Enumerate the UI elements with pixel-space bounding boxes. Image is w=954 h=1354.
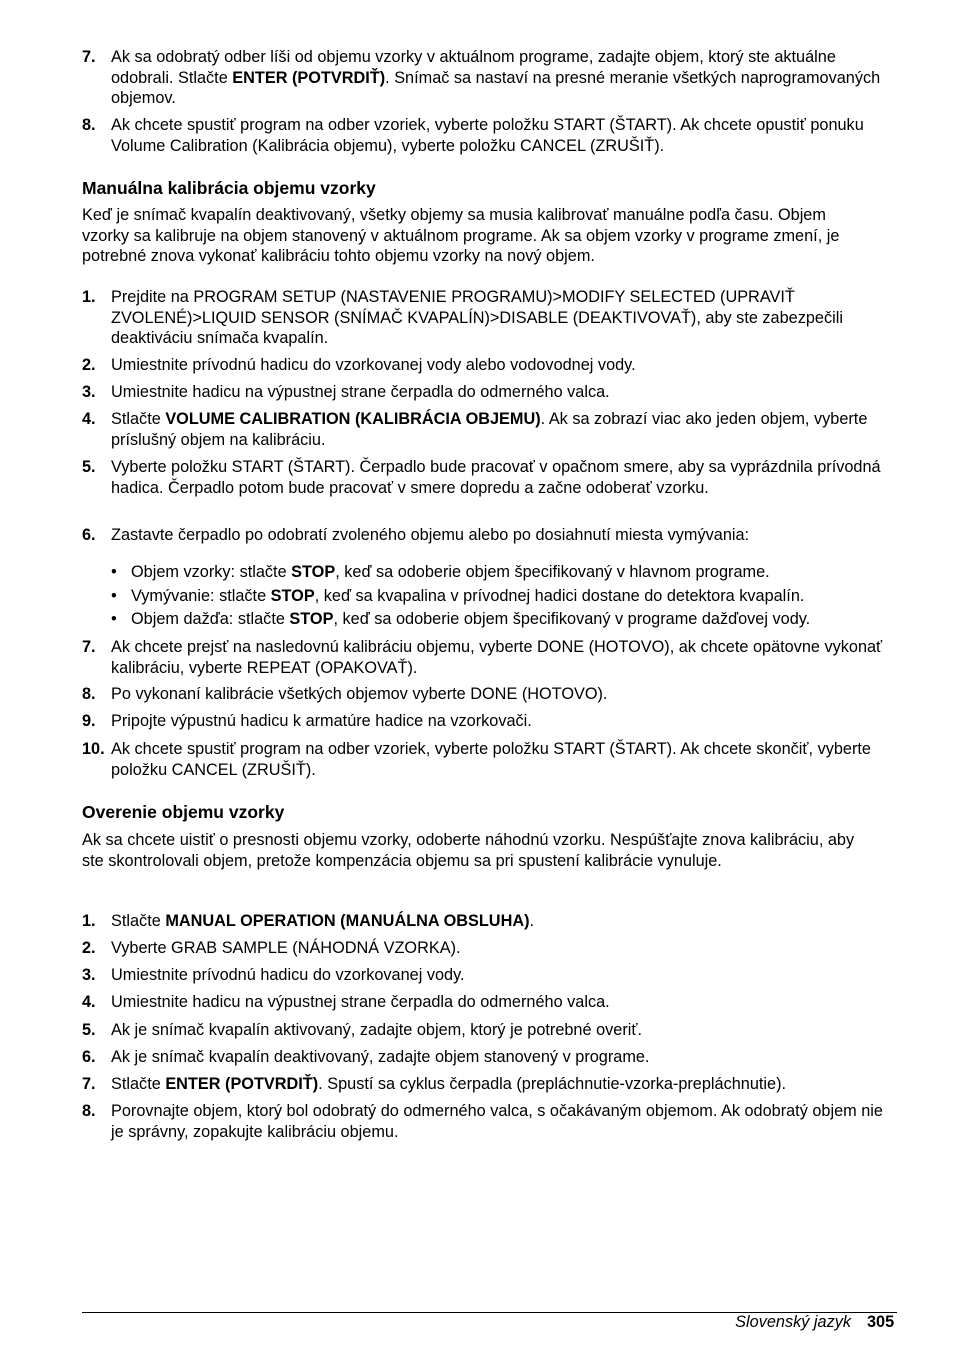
step-text: Umiestnite prívodnú hadicu do vzorkovanej vody alebo vodovodnej vody. (111, 356, 636, 374)
step-text: Ak je snímač kvapalín aktivovaný, zadajte objem, ktorý je potrebné overiť. (111, 1021, 642, 1039)
section-intro-manual: Keď je snímač kvapalín deaktivovaný, všetky objemy sa musia kalibrovať manuálne podľa času. Objem vzorky sa kalibruje na objem stanovený v aktuálnom programe. Ak sa objem vzorky v programe zmení, je potrebné znova vykonať kalibráciu tohto objemu vzorky na nový objem. (82, 206, 840, 265)
step-item (82, 911, 897, 932)
bullet-text: Objem vzorky: stlačte STOP, keď sa odoberie objem špecifikovaný v hlavnom programe. (131, 563, 770, 581)
step-text: Pripojte výpustnú hadicu k armatúre hadice na vzorkovači. (111, 712, 532, 730)
step-item (82, 355, 897, 376)
step-text: Porovnajte objem, ktorý bol odobratý do odmerného valca, s očakávaným objemom. Ak odobratý objem nie je správny, zopakujte kalibráciu objemu. (111, 1102, 883, 1141)
bullet-item (111, 586, 901, 607)
section-heading-manual: Manuálna kalibrácia objemu vzorky (82, 178, 376, 198)
step-item (82, 711, 897, 732)
step-text: Ak sa odobratý odber líši od objemu vzorky v aktuálnom programe, zadajte objem, ktorý ste aktuálne odobrali. Stlačte ENTER (POTVRDIŤ). Snímač sa nastaví na presné meranie všetkých naprogramovaných objemov. (111, 48, 881, 107)
step-text: Umiestnite hadicu na výpustnej strane čerpadla do odmerného valca. (111, 383, 610, 401)
step-item (82, 1101, 897, 1142)
page-number: 305 (867, 1313, 895, 1331)
step-number: 5. (82, 458, 96, 476)
step-text: Umiestnite hadicu na výpustnej strane čerpadla do odmerného valca. (111, 993, 610, 1011)
step-item (82, 287, 897, 349)
step-number: 6. (82, 526, 96, 544)
step-item (82, 739, 897, 780)
bullet-dot: • (111, 610, 117, 628)
step-text: Stlačte VOLUME CALIBRATION (KALIBRÁCIA OBJEMU). Ak sa zobrazí viac ako jeden objem, vyberte príslušný objem na kalibráciu. (111, 410, 868, 449)
bullet-dot: • (111, 563, 117, 581)
step-item (82, 382, 897, 403)
bullet-dot: • (111, 587, 117, 605)
step-item (82, 992, 897, 1013)
step-item (82, 938, 897, 959)
step-text: Prejdite na PROGRAM SETUP (NASTAVENIE PROGRAMU)>MODIFY SELECTED (UPRAVIŤ ZVOLENÉ)>LIQUID SENSOR (SNÍMAČ KVAPALÍN)>DISABLE (DEAKTIVOVAŤ), aby ste zabezpečili deaktiváciu snímača kvapalín. (111, 288, 843, 347)
step-item (82, 1020, 897, 1041)
step-item (82, 637, 897, 678)
step-text: Umiestnite prívodnú hadicu do vzorkovanej vody. (111, 966, 465, 984)
section-heading-verify: Overenie objemu vzorky (82, 802, 285, 822)
step-number: 7. (82, 1075, 96, 1093)
step-number: 5. (82, 1021, 96, 1039)
step-number: 4. (82, 410, 96, 428)
bullet-text: Vymývanie: stlačte STOP, keď sa kvapalina v prívodnej hadici dostane do detektora kvapalín. (131, 587, 805, 605)
bullet-text: Objem dažďa: stlačte STOP, keď sa odoberie objem špecifikovaný v programe dažďovej vody. (131, 610, 811, 628)
step-number: 8. (82, 685, 96, 703)
bullet-item (111, 562, 901, 583)
step-text: Vyberte položku START (ŠTART). Čerpadlo bude pracovať v opačnom smere, aby sa vyprázdnila prívodná hadica. Čerpadlo potom bude pracovať v smere dopredu a začne odoberať vzorku. (111, 458, 881, 497)
step-text: Ak chcete prejsť na nasledovnú kalibráciu objemu, vyberte DONE (HOTOVO), ak chcete opätovne vykonať kalibráciu, vyberte REPEAT (OPAKOVAŤ). (111, 638, 883, 677)
step-number: 3. (82, 966, 96, 984)
step-number: 8. (82, 1102, 96, 1120)
step-text: Po vykonaní kalibrácie všetkých objemov vyberte DONE (HOTOVO). (111, 685, 608, 703)
step-text: Stlačte ENTER (POTVRDIŤ). Spustí sa cyklus čerpadla (prepláchnutie-vzorka-prepláchnutie). (111, 1075, 787, 1093)
step-text: Ak chcete spustiť program na odber vzoriek, vyberte položku START (ŠTART). Ak chcete opustiť ponuku Volume Calibration (Kalibrácia objemu), vyberte položku CANCEL (ZRUŠIŤ). (111, 116, 864, 155)
footer-language: Slovenský jazyk (735, 1313, 851, 1331)
step-item (82, 409, 897, 450)
bullet-item (111, 609, 901, 630)
step-text: Vyberte GRAB SAMPLE (NÁHODNÁ VZORKA). (111, 939, 461, 957)
step-text: Ak chcete spustiť program na odber vzoriek, vyberte položku START (ŠTART). Ak chcete skončiť, vyberte položku CANCEL (ZRUŠIŤ). (111, 740, 871, 779)
step-number: 8. (82, 116, 96, 134)
step-number: 10. (82, 740, 105, 758)
section-intro-verify: Ak sa chcete uistiť o presnosti objemu vzorky, odoberte náhodnú vzorku. Nespúšťajte znova kalibráciu, aby ste skontrolovali objem, pretože kompenzácia objemu sa pri spustení kalibrácie vynuluje. (82, 831, 855, 870)
step-item (82, 684, 897, 705)
step-number: 6. (82, 1048, 96, 1066)
step-item (82, 1047, 897, 1068)
step-text: Zastavte čerpadlo po odobratí zvoleného objemu alebo po dosiahnutí miesta vymývania: (111, 526, 750, 544)
step-number: 9. (82, 712, 96, 730)
step-text: Stlačte MANUAL OPERATION (MANUÁLNA OBSLUHA). (111, 912, 535, 930)
step-item (82, 965, 897, 986)
step-item (82, 525, 897, 546)
step-item (82, 47, 897, 109)
step-number: 2. (82, 356, 96, 374)
step-number: 7. (82, 48, 96, 66)
step-number: 1. (82, 288, 96, 306)
step-text: Ak je snímač kvapalín deaktivovaný, zadajte objem stanovený v programe. (111, 1048, 650, 1066)
step-item (82, 115, 897, 156)
step-number: 1. (82, 912, 96, 930)
step-number: 4. (82, 993, 96, 1011)
step-number: 7. (82, 638, 96, 656)
step-number: 3. (82, 383, 96, 401)
step-item (82, 457, 897, 498)
step-number: 2. (82, 939, 96, 957)
step-item (82, 1074, 897, 1095)
